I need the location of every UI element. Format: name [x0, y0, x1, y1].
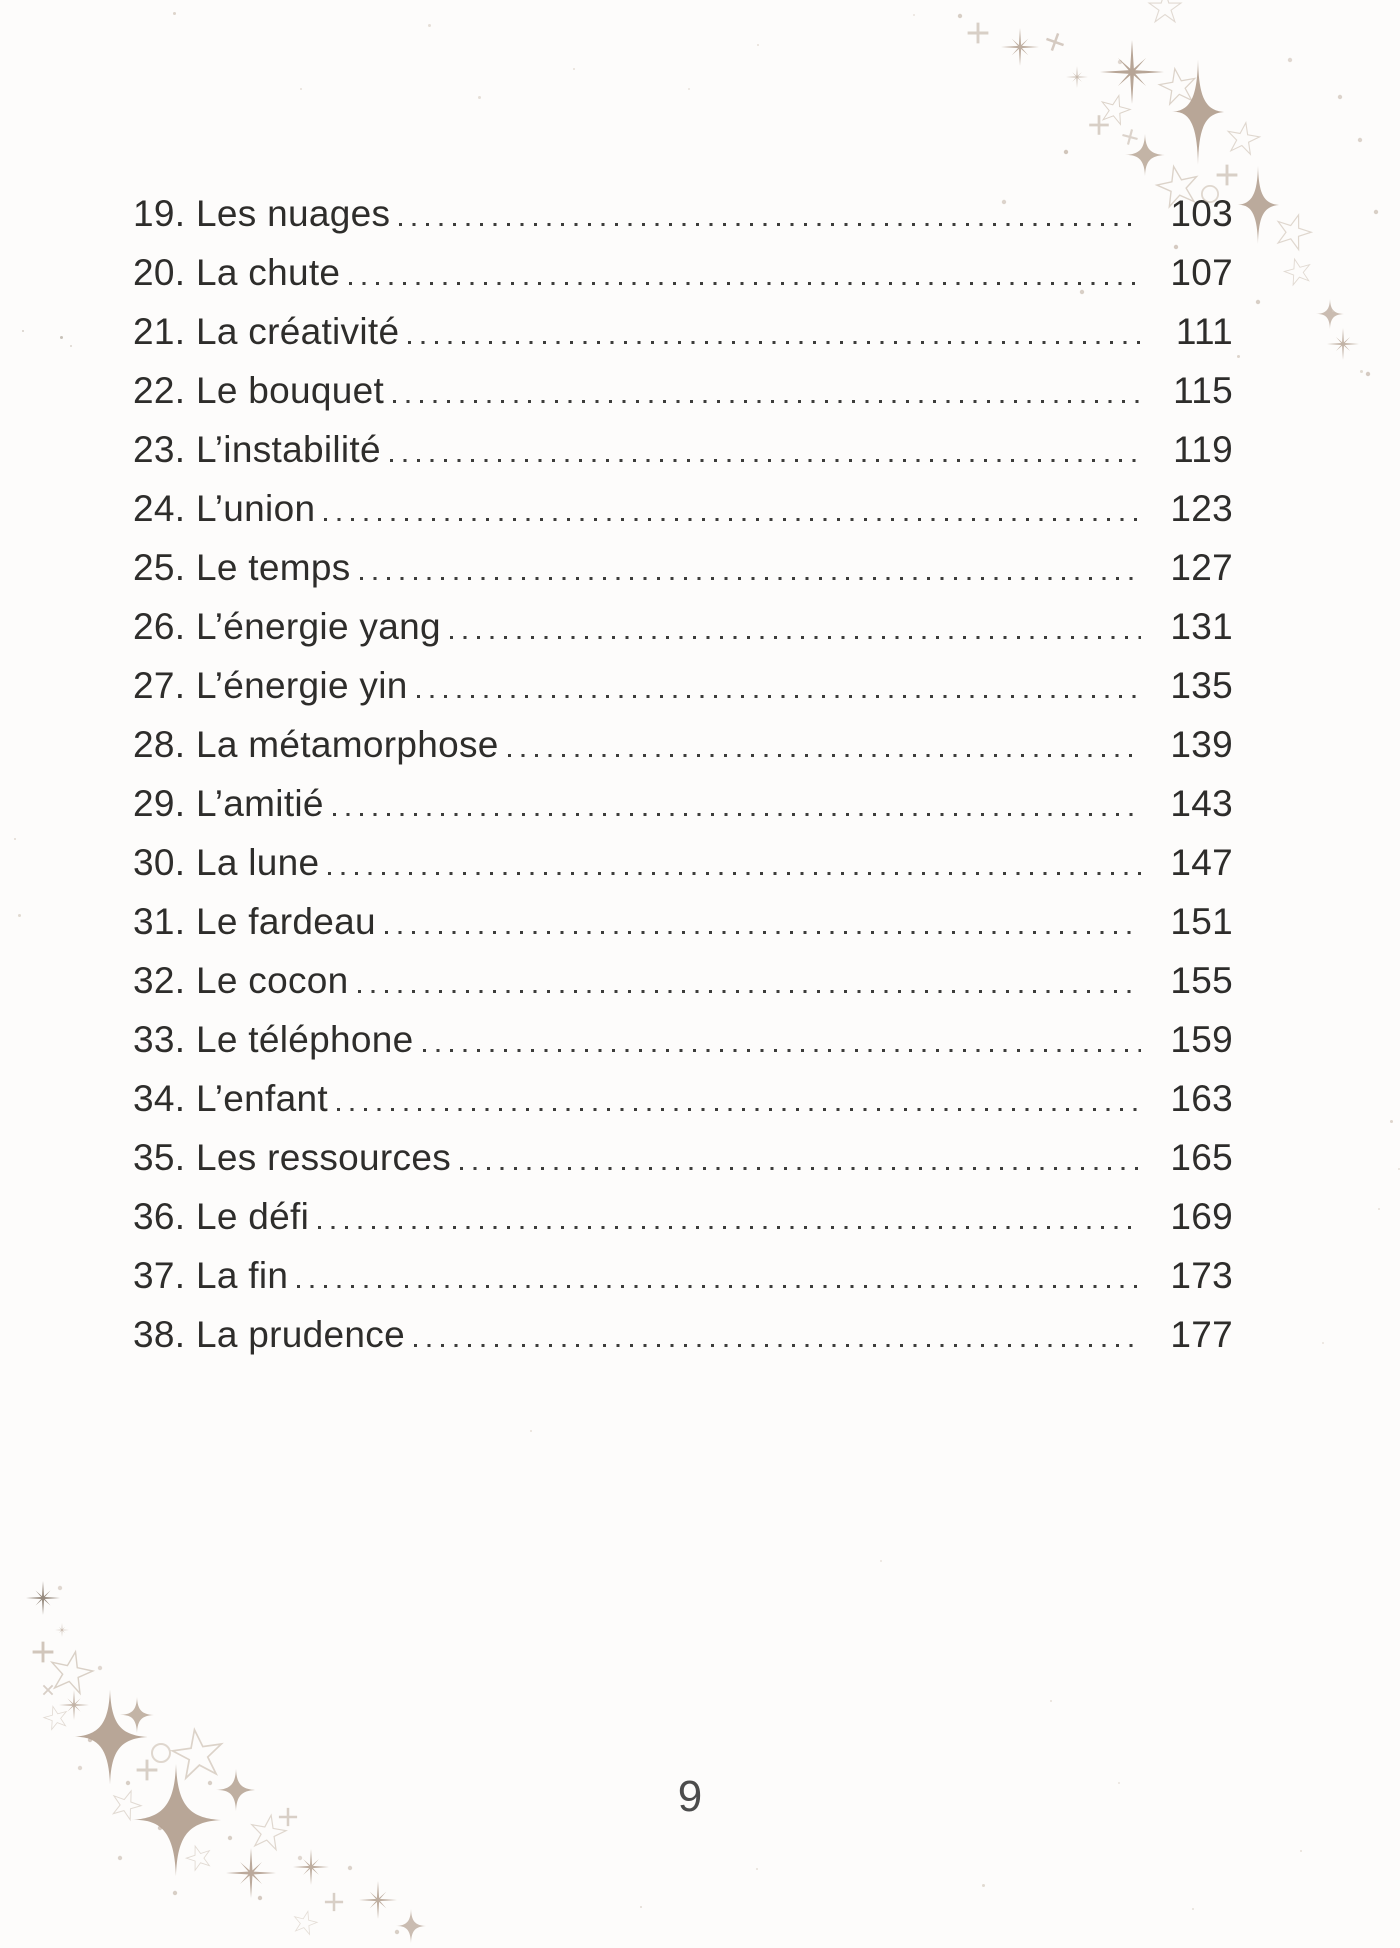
toc-entry-number: 29. [133, 783, 186, 824]
toc-entry-label [133, 833, 319, 892]
toc-page-number: 123 [1170, 488, 1233, 529]
toc-entry-title: L’énergie yang [195, 606, 441, 647]
toc-row [133, 1128, 1233, 1187]
toc-page-number: 107 [1170, 252, 1233, 293]
toc-dot-leader [328, 872, 1141, 875]
toc-entry-number: 20. [133, 252, 186, 293]
toc-entry-label [133, 715, 499, 774]
toc-row [133, 951, 1233, 1010]
toc-entry-number: 19. [133, 193, 186, 234]
toc-row [133, 656, 1233, 715]
toc-row [133, 1187, 1233, 1246]
toc-row [133, 774, 1233, 833]
toc-entry-label [133, 538, 351, 597]
toc-entry-label [133, 1128, 451, 1187]
toc-entry-label [133, 184, 390, 243]
toc-row [133, 243, 1233, 302]
toc-entry-title: Le bouquet [195, 370, 385, 411]
toc-entry-title: Le fardeau [195, 901, 376, 942]
toc-entry-label [133, 302, 399, 361]
toc-page-number: 159 [1170, 1019, 1233, 1060]
toc-entry-label [133, 597, 441, 656]
toc-page-number: 103 [1170, 193, 1233, 234]
toc-dot-leader [333, 813, 1141, 816]
toc-page-number: 119 [1173, 429, 1233, 470]
toc-entry-number: 22. [133, 370, 186, 411]
toc-entry-label [133, 243, 340, 302]
toc-dot-leader [450, 636, 1141, 639]
toc-row [133, 715, 1233, 774]
toc-row [133, 184, 1233, 243]
toc-row [133, 302, 1233, 361]
toc-page-number: 127 [1170, 547, 1233, 588]
toc-page-number: 139 [1170, 724, 1233, 765]
toc-dot-leader [393, 400, 1141, 403]
toc-entry-number: 30. [133, 842, 186, 883]
toc-dot-leader [318, 1226, 1141, 1229]
toc-dot-leader [349, 282, 1141, 285]
toc-page-number: 151 [1170, 901, 1233, 942]
toc-page-number: 131 [1170, 606, 1233, 647]
toc-row [133, 1010, 1233, 1069]
toc-page-number: 165 [1170, 1137, 1233, 1178]
toc-dot-leader [297, 1285, 1141, 1288]
toc-row [133, 1246, 1233, 1305]
toc-entry-title: La prudence [195, 1314, 405, 1355]
toc-page-number: 135 [1170, 665, 1233, 706]
toc-entry-number: 34. [133, 1078, 186, 1119]
toc-entry-label [133, 951, 349, 1010]
toc-entry-label [133, 420, 381, 479]
toc-entry-number: 27. [133, 665, 186, 706]
page-number: 9 [677, 1772, 703, 1821]
toc-entry-label [133, 892, 376, 951]
toc-page-number: 173 [1170, 1255, 1233, 1296]
toc-entry-number: 25. [133, 547, 186, 588]
toc-entry-title: L’amitié [195, 783, 324, 824]
toc-row [133, 361, 1233, 420]
toc-dot-leader [399, 223, 1141, 226]
toc-entry-number: 36. [133, 1196, 186, 1237]
toc-entry-label [133, 1069, 328, 1128]
toc-entry-title: La lune [195, 842, 320, 883]
toc-entry-title: L’énergie yin [195, 665, 408, 706]
toc-dot-leader [408, 341, 1141, 344]
toc-entry-title: Les ressources [195, 1137, 452, 1178]
toc-entry-label [133, 656, 408, 715]
sparkle-cluster-bottom-left-icon [0, 1528, 460, 1948]
toc-row [133, 597, 1233, 656]
toc-entry-title: L’union [195, 488, 316, 529]
toc-row [133, 833, 1233, 892]
toc-row [133, 892, 1233, 951]
toc-entry-label [133, 361, 384, 420]
toc-row [133, 479, 1233, 538]
toc-page-number: 143 [1170, 783, 1233, 824]
toc-entry-number: 38. [133, 1314, 186, 1355]
toc-page-number: 163 [1170, 1078, 1233, 1119]
toc-dot-leader [508, 754, 1141, 757]
toc-entry-title: La créativité [195, 311, 400, 352]
toc-row [133, 1305, 1233, 1364]
toc-page-number: 111 [1175, 311, 1233, 352]
toc-entry-title: La métamorphose [195, 724, 499, 765]
toc-entry-number: 23. [133, 429, 186, 470]
toc-page-number: 147 [1170, 842, 1233, 883]
toc-entry-number: 35. [133, 1137, 186, 1178]
toc-entry-number: 24. [133, 488, 186, 529]
toc-dot-leader [414, 1344, 1141, 1347]
toc-row [133, 420, 1233, 479]
toc-dot-leader [417, 695, 1141, 698]
toc-entry-number: 21. [133, 311, 186, 352]
toc-entry-title: L’enfant [195, 1078, 328, 1119]
toc-entry-title: L’instabilité [195, 429, 381, 470]
toc-dot-leader [337, 1108, 1141, 1111]
toc-page-number: 115 [1173, 370, 1233, 411]
toc-entry-title: Les nuages [195, 193, 391, 234]
toc-row [133, 538, 1233, 597]
toc-entry-title: Le défi [195, 1196, 310, 1237]
toc-dot-leader [324, 518, 1141, 521]
toc-dot-leader [390, 459, 1141, 462]
toc-dot-leader [460, 1167, 1141, 1170]
toc-entry-title: La fin [195, 1255, 289, 1296]
toc-row [133, 1069, 1233, 1128]
toc-entry-label [133, 479, 315, 538]
toc-entry-label [133, 774, 324, 833]
toc-entry-number: 28. [133, 724, 186, 765]
toc-page-number: 177 [1170, 1314, 1233, 1355]
toc-entry-number: 33. [133, 1019, 186, 1060]
toc-entry-number: 32. [133, 960, 186, 1001]
table-of-contents [133, 184, 1233, 1364]
toc-entry-title: La chute [195, 252, 341, 293]
toc-entry-title: Le cocon [195, 960, 349, 1001]
toc-entry-number: 31. [133, 901, 186, 942]
toc-dot-leader [423, 1049, 1141, 1052]
toc-page-number: 155 [1170, 960, 1233, 1001]
toc-dot-leader [360, 577, 1141, 580]
toc-entry-number: 37. [133, 1255, 186, 1296]
toc-entry-label [133, 1246, 288, 1305]
toc-entry-number: 26. [133, 606, 186, 647]
toc-entry-title: Le temps [195, 547, 351, 588]
toc-entry-label [133, 1305, 405, 1364]
toc-entry-label [133, 1187, 309, 1246]
toc-dot-leader [358, 990, 1141, 993]
toc-entry-title: Le téléphone [195, 1019, 414, 1060]
toc-page-number: 169 [1170, 1196, 1233, 1237]
toc-dot-leader [385, 931, 1141, 934]
toc-entry-label [133, 1010, 414, 1069]
